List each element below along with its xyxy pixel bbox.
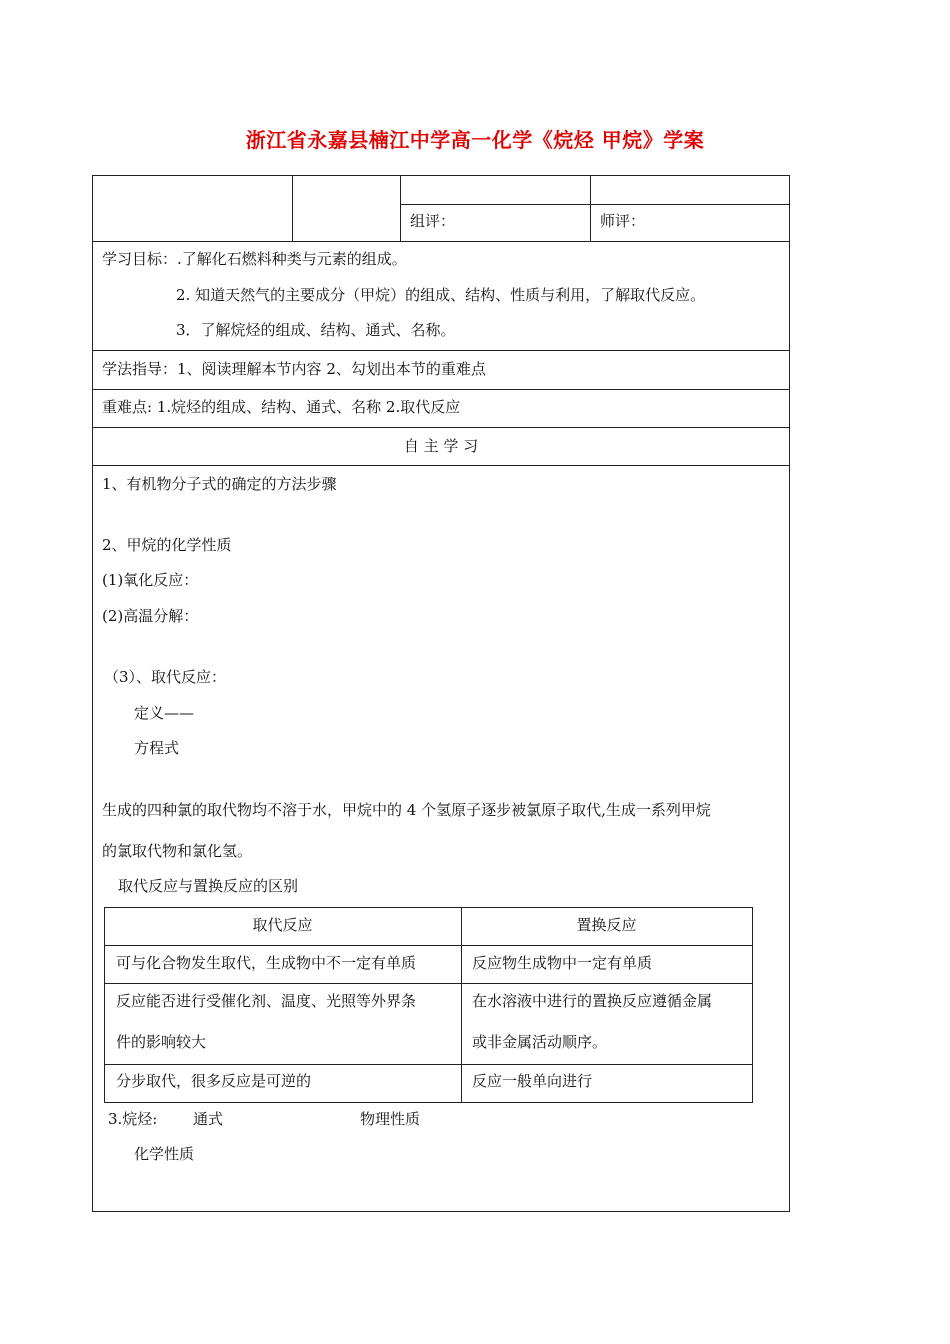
paragraph-line-2: 的氯取代物和氯化氢。	[102, 842, 253, 860]
question-2: 2、甲烷的化学性质	[102, 536, 232, 554]
key-points: 重难点: 1.烷烃的组成、结构、通式、名称 2.取代反应	[102, 398, 461, 416]
table-cell: 反应一般单向进行	[472, 1072, 593, 1090]
table-cell: 件的影响较大	[116, 1033, 207, 1051]
general-formula-label: 通式	[193, 1110, 224, 1128]
teacher-eval-label: 师评：	[600, 212, 646, 230]
objective-1: .了解化石燃料种类与元素的组成。	[177, 250, 407, 268]
group-eval-label: 组评：	[410, 212, 456, 230]
equation-label: 方程式	[134, 739, 180, 757]
chemical-properties-label: 化学性质	[134, 1145, 195, 1163]
substitution-reaction: （3）、取代反应：	[104, 668, 227, 686]
table-cell: 或非金属活动顺序。	[472, 1033, 608, 1051]
oxidation-reaction: (1)氧化反应：	[102, 571, 199, 589]
table-cell: 在水溶液中进行的置换反应遵循金属	[472, 992, 713, 1010]
table-header-replacement: 置换反应	[576, 916, 637, 934]
page-title: 浙江省永嘉县楠江中学高一化学《烷烃 甲烷》学案	[245, 128, 705, 152]
table-header-substitution: 取代反应	[252, 916, 313, 934]
self-study-heading: 自 主 学 习	[403, 437, 479, 455]
paragraph-line-1: 生成的四种氯的取代物均不溶于水，甲烷中的 4 个氢原子逐步被氯原子取代,生成一系列甲烷	[102, 801, 711, 819]
objective-2: 2. 知道天然气的主要成分（甲烷）的组成、结构、性质与利用，了解取代反应。	[176, 286, 706, 304]
physical-properties-label: 物理性质	[360, 1110, 421, 1128]
comparison-title: 取代反应与置换反应的区别	[118, 877, 299, 895]
table-cell: 反应物生成物中一定有单质	[472, 954, 653, 972]
objectives-label-text: 学习目标：	[102, 250, 178, 268]
high-temp-decomposition: (2)高温分解：	[102, 607, 199, 625]
study-method: 学法指导：1、阅读理解本节内容 2、勾划出本节的重难点	[102, 360, 486, 378]
definition-label: 定义——	[134, 704, 195, 722]
question-1: 1、有机物分子式的确定的方法步骤	[102, 475, 337, 493]
table-cell: 分步取代，很多反应是可逆的	[116, 1072, 312, 1090]
objective-3: 3．了解烷烃的组成、结构、通式、名称。	[176, 321, 456, 339]
table-cell: 反应能否进行受催化剂、温度、光照等外界条	[116, 992, 417, 1010]
objectives-label	[102, 248, 407, 269]
alkane-label: 3.烷烃:	[108, 1110, 158, 1128]
table-cell: 可与化合物发生取代，生成物中不一定有单质	[116, 954, 417, 972]
